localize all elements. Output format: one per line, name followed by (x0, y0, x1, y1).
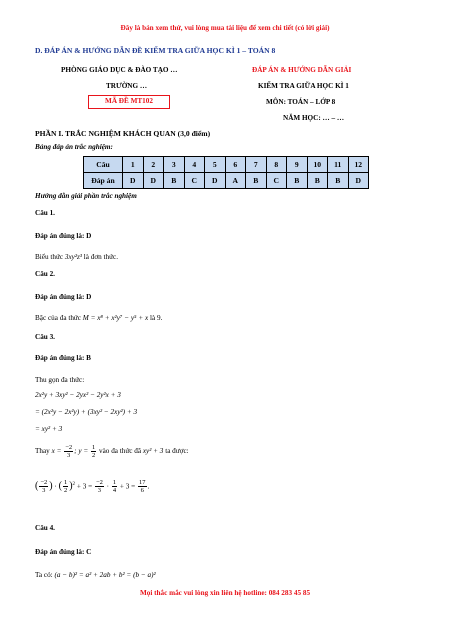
q4-explanation (35, 571, 156, 579)
fraction-numerator: −2 (65, 443, 73, 451)
answer-table-answer-4: C (184, 173, 205, 189)
q3-sub-text1: Thay (35, 447, 50, 455)
q1-text-after: là đơn thức. (83, 253, 118, 261)
q2-text-before: Bậc của đa thức (35, 314, 81, 322)
fraction-numerator: −2 (40, 479, 48, 487)
q3-sub-text2: vào đa thức đã (99, 447, 142, 455)
top-banner: Đây là bản xem thử, vui lòng mua tài liệu để xem chi tiết (có lời giải) (120, 24, 330, 32)
exam-code: MÃ ĐỀ MT102 (105, 97, 153, 105)
fraction-denominator: 3 (67, 451, 71, 459)
q3-sub-x-fraction (64, 444, 73, 459)
answer-table-answer-12: D (348, 173, 369, 189)
q2-explanation (35, 314, 162, 322)
school-name: TRƯỜNG … (106, 82, 148, 90)
q3-calc-fraction-b (63, 479, 68, 494)
answer-table-question-4: 4 (184, 157, 205, 173)
q3-sub-y: ; y = (74, 447, 89, 455)
fraction-numerator: 1 (63, 479, 68, 487)
answer-table (83, 156, 369, 189)
q4-expression: (a − b)² = a² + 2ab + b² = (b − a)² (54, 571, 156, 579)
fraction-numerator: 17 (139, 479, 146, 487)
answer-table-answer-2: D (143, 173, 164, 189)
exam-name: KIỂM TRA GIỮA HỌC KÌ 1 (258, 82, 349, 90)
subject: MÔN: TOÁN – LỚP 8 (266, 98, 336, 106)
fraction-denominator: 2 (91, 451, 96, 459)
q3-calc-fraction-e (138, 479, 147, 494)
answer-table-answer-6: A (225, 173, 246, 189)
answer-table-question-6: 6 (225, 157, 246, 173)
answer-table-question-5: 5 (205, 157, 226, 173)
q1-text-before: Biểu thức (35, 253, 64, 261)
answer-table-question-9: 9 (287, 157, 308, 173)
answer-table-answer-7: B (246, 173, 267, 189)
answer-table-answer-9: B (287, 173, 308, 189)
answer-table-answer-11: B (328, 173, 349, 189)
answer-table-question-7: 7 (246, 157, 267, 173)
answer-table-question-row (84, 157, 369, 173)
q2-answer: Đáp án đúng là: D (35, 293, 92, 301)
answer-table-question-3: 3 (164, 157, 185, 173)
answer-table-question-1: 1 (123, 157, 144, 173)
part1-title-text: PHẦN I. TRẮC NGHIỆM KHÁCH QUAN (3,0 điểm) (35, 129, 211, 138)
fraction-numerator: 1 (112, 479, 117, 487)
fraction-numerator: −2 (95, 479, 103, 487)
answer-table-question-11: 11 (328, 157, 349, 173)
q3-calc-end: + 3 = (119, 482, 136, 491)
answer-table-answer-8: C (266, 173, 287, 189)
q1-title: Câu 1. (35, 209, 55, 217)
department-name: PHÒNG GIÁO DỤC & ĐÀO TẠO … (61, 66, 178, 74)
answer-table-answer-1: D (123, 173, 144, 189)
q3-sub-y-fraction (91, 444, 96, 459)
answer-table-answer-row (84, 173, 369, 189)
q3-sub-expr: xy² + 3 (142, 447, 164, 455)
q2-expression: M = x⁸ + x²y⁷ − y⁵ + x (82, 314, 149, 322)
answer-table-question-8: 8 (266, 157, 287, 173)
q3-substitution (35, 442, 189, 460)
answer-table-header-answer: Đáp án (84, 173, 123, 189)
q3-calculation: ( $\frac{-2}{3}$ ) · ( $\frac{1}{2}$ )$^2$ + 3 = $\frac{-2}{3}$ · $\frac{1}{4}$ + 3 = $\frac{17}{6}$ . (35, 479, 150, 495)
q3-calc-fraction-a (39, 479, 48, 494)
guide-label: Hướng dẫn giải phần trắc nghiệm (35, 192, 137, 200)
open-paren: ( (35, 480, 39, 492)
part1-title (35, 129, 210, 138)
answer-table-answer-5: D (205, 173, 226, 189)
q2-title: Câu 2. (35, 270, 55, 278)
q3-answer: Đáp án đúng là: B (35, 354, 91, 362)
fraction-numerator: 1 (91, 443, 96, 451)
q4-title: Câu 4. (35, 524, 55, 532)
q3-sub-text3: ta được: (165, 447, 189, 455)
fraction-denominator: 2 (63, 487, 68, 495)
q3-calc-fraction-c (95, 479, 104, 494)
answer-key-title: ĐÁP ÁN & HƯỚNG DẪN GIẢI (252, 66, 352, 74)
answer-table-question-10: 10 (307, 157, 328, 173)
q4-text-before: Ta có: (35, 571, 53, 579)
fraction-denominator: 3 (42, 487, 46, 495)
q2-text-after: là 9. (149, 314, 163, 322)
exponent: 2 (72, 482, 76, 487)
q3-calc-fraction-d (112, 479, 117, 494)
fraction-denominator: 6 (140, 487, 144, 495)
close-paren: ) (49, 480, 53, 492)
answer-table-label: Bảng đáp án trắc nghiệm: (35, 143, 113, 151)
q3-line2: = (2x²y − 2x²y) + (3xy² − 2xy²) + 3 (35, 408, 138, 416)
section-title: D. ĐÁP ÁN & HƯỚNG DẪN ĐỀ KIỂM TRA GIỮA HỌC KÌ 1 – TOÁN 8 (35, 46, 276, 55)
fraction-denominator: 3 (97, 487, 102, 495)
school-year: NĂM HỌC: … – … (283, 114, 345, 122)
q1-answer: Đáp án đúng là: D (35, 232, 92, 240)
q3-line3: = xy² + 3 (35, 425, 63, 433)
q3-line1: 2x²y + 3xy² − 2yx² − 2y²x + 3 (35, 391, 121, 399)
q4-answer: Đáp án đúng là: C (35, 548, 92, 556)
bottom-banner: Mọi thắc mắc vui lòng xin liên hệ hotline: 084 283 45 85 (139, 589, 311, 597)
q3-calc-mid: + 3 = (76, 482, 93, 491)
answer-table-answer-10: B (307, 173, 328, 189)
answer-table-question-2: 2 (143, 157, 164, 173)
q3-intro: Thu gọn đa thức: (35, 376, 85, 384)
q1-explanation (35, 253, 118, 261)
answer-table-answer-3: B (164, 173, 185, 189)
open-paren: ( (58, 480, 62, 492)
q3-sub-x: x = (51, 447, 62, 455)
answer-table-header-question: Câu (84, 157, 123, 173)
q1-expression: 3xy²z³ (64, 253, 82, 261)
q3-title: Câu 3. (35, 333, 55, 341)
fraction-denominator: 4 (112, 487, 117, 495)
answer-table-question-12: 12 (348, 157, 369, 173)
close-paren: ) (69, 480, 73, 492)
